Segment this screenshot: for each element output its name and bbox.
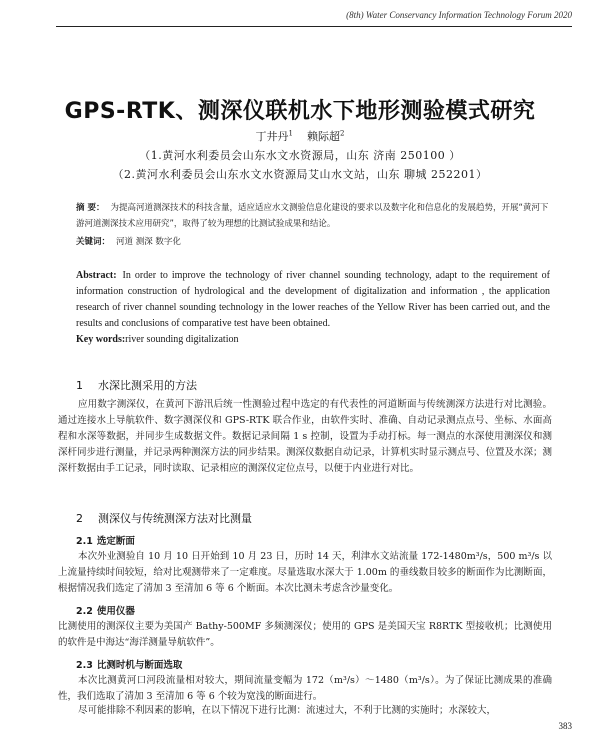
author-sup: 2 [340, 129, 345, 138]
subsection-2-3-paragraph: 本次比测黄河口河段流量相对较大，期间流量变幅为 172（m³/s）～1480（m³/s）。为了保证比测成果的准确性，我们选取了清加 3 至清加 6 等 6 个较为宽浅的断面进行。 [58, 675, 552, 702]
subsection-number: 2.1 [76, 536, 93, 547]
abstract-en-text: In order to improve the technology of river channel sounding technology, adapt to the requirement of information construction of hydrological and the development of digitalization and information , the application research of river channel sounding technology in the lower reaches of the Yellow River has been carried out, and the results and conclusions of comparative test have been obtained. [76, 270, 550, 329]
affiliation-2: （2.黄河水利委员会山东水文水资源局艾山水文站，山东 聊城 252201） [112, 168, 488, 181]
abstract-en [76, 268, 550, 332]
page-number: 383 [558, 721, 572, 731]
subsection-heading-2-2 [76, 603, 135, 617]
paper-title: GPS-RTK、测深仪联机水下地形测验模式研究 [64, 99, 536, 124]
subsection-2-1-paragraph: 本次外业测验自 10 月 10 日开始到 10 月 23 日，历时 14 天，利津水文站流量 172-1480m³/s，500 m³/s 以上流量持续时间较短，给对比观测带来了一定难度。尽量选取水深大于 1.00m 的垂线数目较多的断面作为比测断面，根据情况我们选定了清加 3 至清加 6 等 6 个断面。本次比测未考虑含沙量变化。 [58, 551, 552, 594]
section-heading-2 [76, 510, 252, 526]
keywords-zh-label: 关键词： [76, 237, 111, 247]
abstract-en-label: Abstract: [76, 270, 117, 281]
abstract-zh-text: 为提高河道测深技术的科技含量，适应适应水文测验信息化建设的要求以及数字化和信息化的发展趋势，开展“黄河下游河道测深技术应用研究”，取得了较为理想的比测试验成果和结论。 [76, 203, 549, 229]
section-title: 水深比测采用的方法 [98, 379, 197, 392]
running-head: (8th) Water Conservancy Information Technology Forum 2020 [346, 10, 572, 20]
keywords-zh [76, 234, 552, 250]
section-number: 2 [76, 512, 83, 525]
keywords-en [76, 334, 550, 345]
keywords-zh-text: 河道 测深 数字化 [116, 237, 181, 247]
abstract-zh [76, 200, 552, 232]
section-1-paragraph: 应用数字测深仪，在黄河下游汛后统一性测验过程中选定的有代表性的河道断面与传统测深方法进行对比测验。通过连接水上导航软件、数字测深仪和 GPS-RTK 联合作业，由软件实时、准确、自动记录测点点号、坐标、水面高程和水深等数据，并同步生成数据文件。数据记录间隔 1 s 控制，设置为手动打标。每一测点的水深使用测深仪和测深杆同步进行测量，并记录两种测深方法的同步结果。测深仪数据自动记录，计算机实时显示测点号、位置及水深；测深杆数据由手工记录，同时读取、记录相应的测深仪定位点号，以便于内业进行对比。 [58, 399, 553, 474]
section-title: 测深仪与传统测深方法对比测量 [98, 512, 252, 525]
subsection-2-3-paragraph: 尽可能排除不利因素的影响，在以下情况下进行比测：流速过大，不利于比测的实施时；水深较大， [78, 705, 497, 716]
abstract-zh-label: 摘 要： [76, 203, 105, 213]
keywords-en-label: Key words: [76, 334, 126, 345]
author-name: 丁井丹 [255, 130, 289, 143]
subsection-number: 2.2 [76, 606, 93, 617]
section-heading-1 [76, 377, 197, 393]
subsection-number: 2.3 [76, 660, 93, 671]
subsection-heading-2-1 [76, 533, 135, 547]
authors-line [0, 128, 600, 144]
keywords-en-text: river sounding digitalization [125, 334, 239, 345]
affiliation-1: （1.黄河水利委员会山东水文水资源局，山东 济南 250100 ） [139, 149, 461, 162]
author-name: 赖际超 [307, 130, 340, 143]
subsection-title: 比测时机与断面选取 [96, 660, 183, 671]
subsection-title: 使用仪器 [96, 606, 135, 617]
header-rule [56, 26, 572, 27]
subsection-title: 选定断面 [96, 536, 135, 547]
section-number: 1 [76, 379, 83, 392]
subsection-heading-2-3 [76, 657, 182, 671]
author-sup: 1 [288, 129, 293, 138]
subsection-2-2-paragraph: 比测使用的测深仪主要为美国产 Bathy-500MF 多频测深仪；使用的 GPS 是美国天宝 R8RTK 型接收机；比测使用的软件是中海达“海洋测量导航软件”。 [58, 621, 552, 648]
